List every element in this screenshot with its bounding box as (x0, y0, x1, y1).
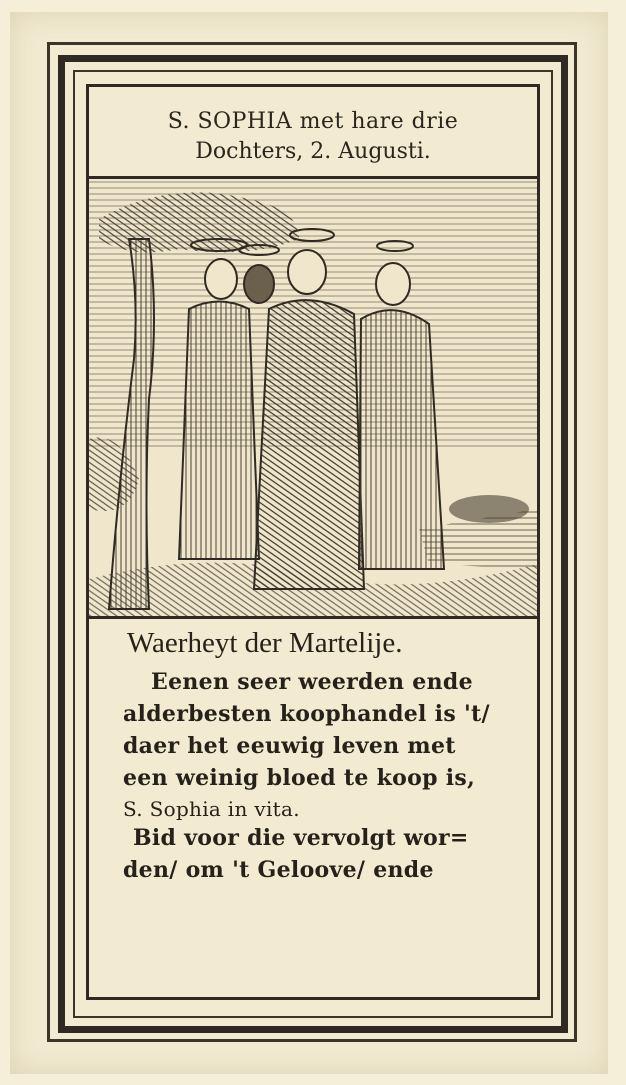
title-panel (89, 87, 537, 179)
verse-line-6: Bid voor die vervolgt wor= (133, 825, 469, 851)
verse-line-5: S. Sophia in vita. (123, 797, 300, 821)
woodcut-illustration (89, 179, 537, 619)
verse-heading: Waerheyt der Martelije. (127, 627, 403, 659)
title-line-1: S. SOPHIA met hare drie (167, 109, 459, 134)
verse-line-2: alderbesten koophandel is 't/ (123, 701, 490, 727)
verse-line-3: daer het eeuwig leven met (123, 733, 456, 759)
verse-line-1: Eenen seer weerden ende (151, 669, 473, 695)
verse-panel (89, 619, 537, 997)
title-line-2: Dochters, 2. Augusti. (195, 139, 431, 164)
saints-woodcut (89, 179, 537, 619)
verse-line-4: een weinig bloed te koop is, (123, 765, 476, 791)
verse-line-7: den/ om 't Geloove/ ende (123, 857, 434, 883)
